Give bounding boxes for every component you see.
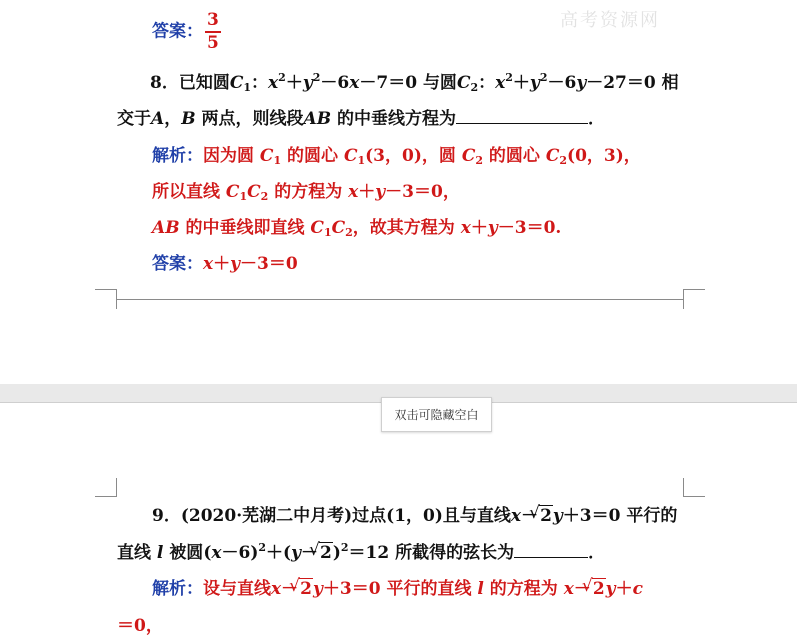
- analysis-label: 解析：: [152, 146, 203, 166]
- analysis-text: 的圆心: [287, 146, 339, 166]
- q8-analysis-line-3: AB 的中垂线即直线 $C_1C_2$，故其方程为 x＋y－3＝0.: [152, 218, 562, 239]
- fraction-denominator: 5: [207, 33, 219, 53]
- q8-line-2: 交于A，B 两点，则线段AB 的中垂线方程为 ．: [117, 109, 605, 129]
- answer-blank: [514, 543, 588, 558]
- analysis-text: 平行的直线: [386, 579, 472, 599]
- q9-text: 直线: [117, 543, 151, 563]
- q8-text: 相: [661, 73, 679, 93]
- margin-corner-mark: [683, 289, 684, 309]
- prev-answer-line: [152, 12, 221, 52]
- q8-period: ．: [587, 109, 605, 129]
- q9-line-1: 9．(2020·芜湖二中月考)过点(1，0)且与直线x－√ 2y＋3＝0 平行的: [152, 501, 677, 526]
- q8-text: 两点，则线段: [201, 109, 304, 129]
- margin-corner-mark: [683, 478, 684, 497]
- q9-number: 9．: [152, 506, 181, 526]
- q9-analysis-line-2: ＝0，: [117, 616, 163, 636]
- q9-analysis-line-1: 解析：设与直线x－√ 2y＋3＝0 平行的直线 l 的方程为 x－√ 2y＋c: [152, 574, 643, 599]
- q9-line-2: 直线 l 被圆$(x-6)^2+(y-√$ 2)$^2$＝12 所截得的弦长为 ．: [117, 538, 605, 563]
- prev-answer-label: 答案：: [152, 21, 203, 42]
- margin-corner-mark: [95, 496, 117, 497]
- q8-text: 已知圆: [178, 73, 230, 93]
- margin-corner-mark: [683, 289, 705, 290]
- margin-corner-mark: [116, 289, 117, 309]
- analysis-text: (3，0)，圆: [365, 146, 456, 166]
- analysis-text: 因为圆: [203, 146, 254, 166]
- analysis-text: 的方程为: [274, 182, 343, 202]
- answer-blank: [456, 109, 588, 124]
- q9-text: 被圆: [169, 543, 204, 563]
- margin-corner-mark: [116, 478, 117, 497]
- document-page-bottom: [0, 402, 797, 638]
- fraction-numerator: 3: [205, 12, 221, 33]
- q9-text: 平行的: [626, 506, 678, 526]
- analysis-label: 解析：: [152, 579, 203, 599]
- prev-answer-fraction: [205, 12, 221, 52]
- q8-text: 的中垂线方程为: [336, 109, 456, 129]
- analysis-text: 的中垂线即直线: [185, 218, 305, 238]
- analysis-text: ，故其方程为: [352, 218, 455, 238]
- q9-period: ．: [588, 543, 606, 563]
- q9-text: 所截得的弦长为: [395, 543, 515, 563]
- page-margin-line: [117, 299, 683, 300]
- analysis-text: 所以直线: [152, 182, 220, 202]
- q8-text: 与圆: [422, 73, 457, 93]
- analysis-text: 设与直线: [203, 579, 271, 599]
- watermark: 高考资源网: [560, 10, 660, 31]
- analysis-text: (0，3)，: [567, 146, 641, 166]
- q8-answer-line: 答案：x＋y－3＝0: [152, 254, 298, 274]
- answer-label: 答案：: [152, 254, 203, 274]
- q8-analysis-line-1: 解析：因为圆 $C_1$ 的圆心 $C_1(3$，0)，圆 $C_2$ 的圆心 $C_2(0$，3)，: [152, 146, 641, 167]
- q8-number: 8．: [150, 73, 179, 93]
- q9-text: (2020·芜湖二中月考)过点(1，0)且与直线: [180, 506, 511, 526]
- q8-analysis-line-2: 所以直线 $C_1C_2$ 的方程为 x＋y－3＝0，: [152, 182, 460, 203]
- analysis-text: 的方程为: [489, 579, 558, 599]
- hide-blank-button[interactable]: 双击可隐藏空白: [381, 397, 492, 432]
- margin-corner-mark: [95, 289, 117, 290]
- margin-corner-mark: [683, 496, 705, 497]
- q8-line-1: 8．已知圆$C_1$：$x^2+y^2-6x-7=0$ 与圆$C_2$：$x^2+y^2-6y-27=0$ 相: [150, 71, 679, 94]
- q8-text: 交于: [117, 109, 151, 129]
- analysis-text: 的圆心: [488, 146, 540, 166]
